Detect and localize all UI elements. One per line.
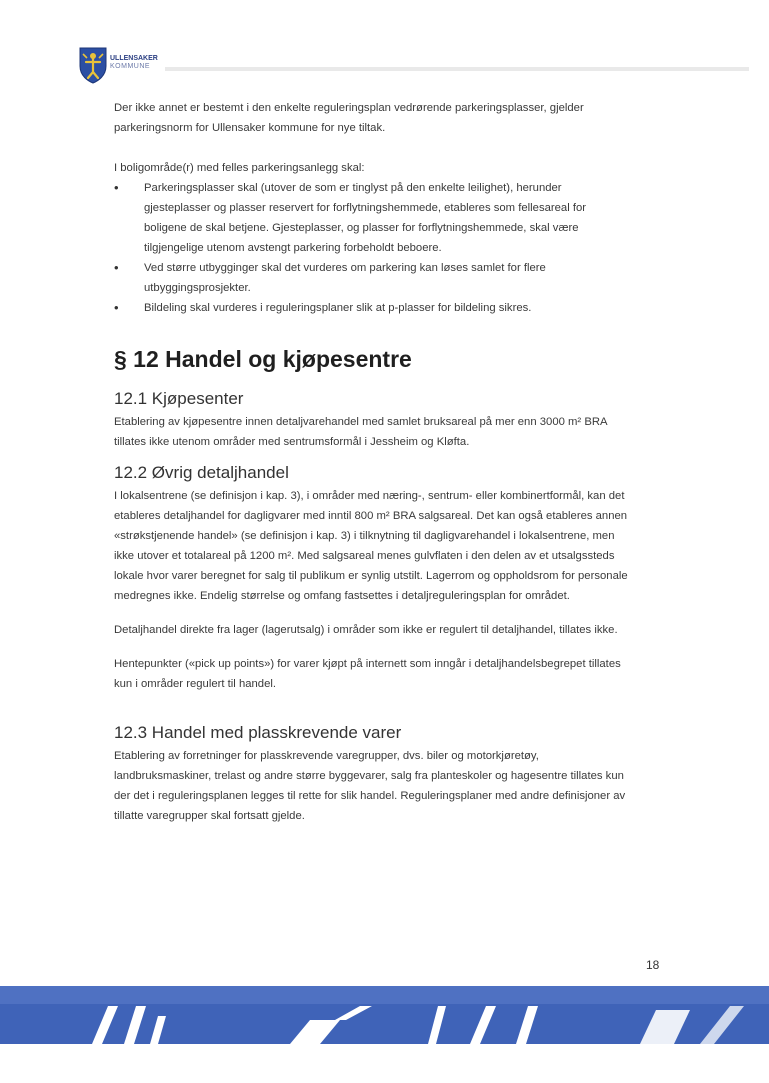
document-body — [114, 98, 629, 826]
subsection-heading-12-2: 12.2 Øvrig detaljhandel — [114, 463, 289, 482]
residential-lead: I boligområde(r) med felles parkeringsanlegg skal: — [114, 162, 365, 174]
list-item: • Ved større utbygginger skal det vurderes om parkering kan løses samlet for flere utbyggingsprosjekter. — [144, 258, 629, 298]
subsection-paragraph-12-2-c: Hentepunkter («pick up points») for varer kjøpt på internett som inngår i detaljhandelsbegrepet tillates kun i områder regulert til handel. — [114, 658, 621, 690]
subsection-heading-12-3: 12.3 Handel med plasskrevende varer — [114, 723, 402, 742]
header-divider — [165, 67, 749, 71]
organization-name-line2: KOMMUNE — [110, 63, 151, 70]
section-title: § 12 Handel og kjøpesentre — [114, 346, 412, 372]
subsection-heading-12-1: 12.1 Kjøpesenter — [114, 389, 244, 408]
residential-bullet-list — [114, 178, 629, 318]
list-item: • Bildeling skal vurderes i reguleringsplaner slik at p-plasser for bildeling sikres. — [144, 298, 629, 318]
subsection-text-12-3: Etablering av forretninger for plasskrevende varegrupper, dvs. biler og motorkjøretøy, landbruksmaskiner, trelast og andre større byggevarer, salg fra planteskoler og hagesentre tillates kun der det i reguleringsplanen legges til rette for slik handel. Reguleringsplaner med andre definisjoner av tillatte varegrupper skal fortsatt gjelde. — [114, 750, 626, 822]
organization-name-line1: ULLENSAKER — [110, 55, 158, 62]
municipal-coat-of-arms-icon — [78, 46, 108, 84]
page-number: 18 — [646, 958, 660, 972]
intro-paragraph: Der ikke annet er bestemt i den enkelte reguleringsplan vedrørende parkeringsplasser, gjelder parkeringsnorm for Ullensaker kommune for nye tiltak. — [114, 102, 584, 134]
list-item: • Parkeringsplasser skal (utover de som er tinglyst på den enkelte leilighet), herunder gjesteplasser og plasser reservert for forflytningshemmede, etableres som fellesareal for boligene de skal betjene. Gjesteplasser, og plasser for forflytningshemmede, skal være tilgjengelige utenom avstengt parkering forbeholdt beboere. — [144, 178, 629, 258]
footer-decorative-band — [0, 986, 769, 1044]
subsection-text-12-1: Etablering av kjøpesentre innen detaljvarehandel med samlet bruksareal på mer enn 3000 m² BRA tillates ikke utenom områder med sentrumsformål i Jessheim og Kløfta. — [114, 416, 607, 448]
subsection-paragraph-12-2-b: Detaljhandel direkte fra lager (lagerutsalg) i områder som ikke er regulert til detaljhandel, tillates ikke. — [114, 624, 618, 636]
organization-name — [110, 55, 158, 71]
subsection-paragraph-12-2-a: I lokalsentrene (se definisjon i kap. 3), i områder med næring-, sentrum- eller kombinertformål, kan det etableres detaljhandel for dagligvarer med inntil 800 m² BRA salgsareal. Det kan også etableres annen «strøkstjenende handel» (se definisjon i kap. 3) i tilknytning til dagligvarehandel i lokalsentrene, men ikke utover et totalareal på 1200 m². Med salgsareal menes gulvflaten i den delen av et utsalgssteds lokale hvor varer beregnet for salg til publikum er synlig utstilt. Lagerrom og oppholdsrom for personale medregnes ikke. Endelig størrelse og omfang fastsettes i detaljreguleringsplan for området. — [114, 490, 628, 602]
